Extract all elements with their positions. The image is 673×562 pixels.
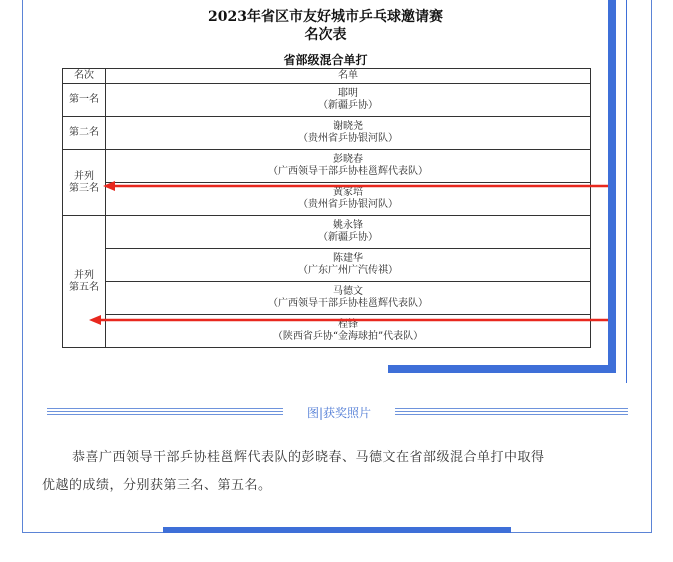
rank-label-line1: 并列 xyxy=(74,269,94,281)
player-team: （贵州省乒协银河队） xyxy=(298,199,398,210)
table-header-row xyxy=(63,69,591,84)
frame-left-border xyxy=(22,0,23,533)
rank-label: 第二名 xyxy=(69,127,99,138)
player-team: （新疆乒协） xyxy=(318,100,378,111)
player-cell xyxy=(106,249,591,282)
table-row xyxy=(63,216,591,249)
player-name: 谢晓尧 xyxy=(333,121,363,132)
player-team: （新疆乒协） xyxy=(318,232,378,243)
player-team: （贵州省乒协银河队） xyxy=(298,133,398,144)
player-name: 耶明 xyxy=(338,88,358,99)
red-arrow-icon xyxy=(103,180,608,192)
photo-frame-edge xyxy=(626,0,627,383)
player-name: 马德文 xyxy=(333,286,363,297)
table-row xyxy=(63,117,591,150)
player-cell xyxy=(106,282,591,315)
player-cell xyxy=(106,150,591,183)
player-name: 姚永锋 xyxy=(333,220,363,231)
document-title: 2023年省区市友好城市乒乓球邀请赛 xyxy=(208,9,443,25)
rank-cell xyxy=(63,150,106,216)
rank-label-line2: 第三名 xyxy=(69,182,99,194)
photo-shadow-bottom xyxy=(388,365,616,373)
bottom-accent-bar xyxy=(163,527,511,533)
table-row xyxy=(63,282,591,315)
results-table xyxy=(62,68,591,348)
player-team: （陕西省乒协“金海球拍”代表队） xyxy=(272,331,424,342)
table-row xyxy=(63,150,591,183)
player-team: （广东广州广汽传祺） xyxy=(298,265,398,276)
event-title: 省部级混合单打 xyxy=(283,53,368,67)
player-team: （广西领导干部乒协桂邕辉代表队） xyxy=(268,166,428,177)
rank-label-line1: 并列 xyxy=(74,170,94,182)
rank-cell xyxy=(63,216,106,348)
paragraph-line-1: 恭喜广西领导干部乒协桂邕辉代表队的彭晓春、马德文在省部级混合单打中取得 xyxy=(72,450,545,465)
header-rank: 名次 xyxy=(63,69,106,84)
red-arrow-icon xyxy=(89,314,608,326)
rank-label-line2: 第五名 xyxy=(69,281,99,293)
player-cell xyxy=(106,84,591,117)
player-name: 黄家培 xyxy=(333,187,363,198)
article-paragraph xyxy=(42,444,632,500)
player-cell xyxy=(106,117,591,150)
rank-label: 第一名 xyxy=(69,94,99,105)
paragraph-line-2: 优越的成绩，分别获第三名、第五名。 xyxy=(42,478,272,493)
frame-right-border xyxy=(651,0,652,533)
player-name: 陈建华 xyxy=(333,253,363,264)
award-photo[interactable] xyxy=(43,0,608,365)
photo-shadow-right xyxy=(608,0,616,373)
header-name: 名单 xyxy=(106,69,591,84)
player-name: 程锋 xyxy=(338,319,358,330)
document-subtitle: 名次表 xyxy=(304,27,347,43)
player-team: （广西领导干部乒协桂邕辉代表队） xyxy=(268,298,428,309)
player-name: 彭晓春 xyxy=(333,154,363,165)
table-row xyxy=(63,84,591,117)
photo-caption: 图|获奖照片 xyxy=(283,404,395,421)
rank-cell xyxy=(63,117,106,150)
rank-cell xyxy=(63,84,106,117)
player-cell xyxy=(106,216,591,249)
table-row xyxy=(63,249,591,282)
